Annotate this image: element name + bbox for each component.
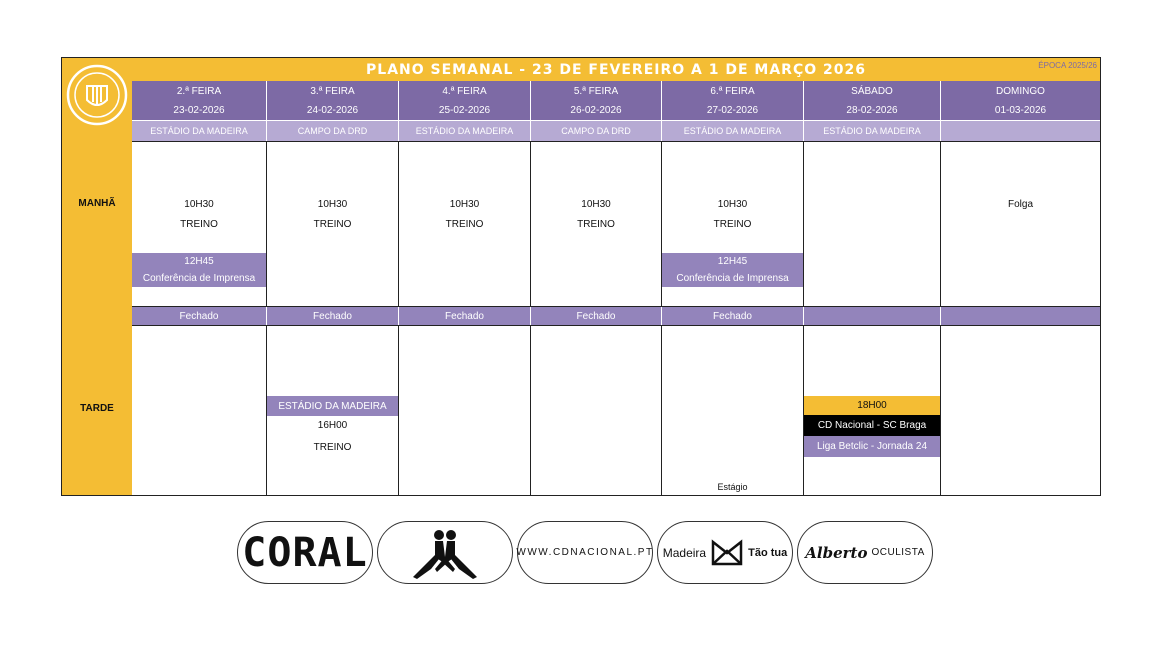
training-label: TREINO <box>577 218 615 230</box>
day-venue: ESTÁDIO DA MADEIRA <box>150 126 248 136</box>
row-divider <box>132 325 1100 326</box>
closed-divider <box>398 307 399 325</box>
training-time: 10H30 <box>184 198 214 210</box>
day-date: 27-02-2026 <box>706 104 759 116</box>
closed-label: Fechado <box>313 310 352 322</box>
header-divider <box>398 81 399 141</box>
day-name: 2.ª FEIRA <box>176 85 222 97</box>
closed-divider <box>530 307 531 325</box>
day-date: 23-02-2026 <box>173 104 225 116</box>
day-venue <box>941 121 1100 141</box>
closed-label: Fechado <box>576 310 616 322</box>
madeira-text: Madeira <box>662 545 707 560</box>
sponsor-alberto[interactable] <box>797 521 933 584</box>
sponsor-website[interactable] <box>517 521 653 584</box>
coral-logo-text: CORAL <box>242 529 368 576</box>
closed-divider <box>661 307 662 325</box>
sponsor-coral[interactable] <box>237 521 373 584</box>
day-date: 28-02-2026 <box>846 104 898 116</box>
header-divider <box>266 81 267 141</box>
press-time: 12H45 <box>717 255 748 267</box>
day-venue: CAMPO DA DRD <box>297 126 368 136</box>
training-time: 10H30 <box>317 198 348 210</box>
training-time: 10H30 <box>449 198 480 210</box>
match-teams: CD Nacional - SC Braga <box>804 415 940 436</box>
website-text: WWW.CDNACIONAL.PT <box>516 547 654 558</box>
training-label: TREINO <box>445 218 484 230</box>
header-divider <box>530 81 531 141</box>
day-date: 26-02-2026 <box>570 104 622 116</box>
club-logo <box>66 64 128 126</box>
sponsor-kappa[interactable] <box>377 521 513 584</box>
closed-label: Fechado <box>713 310 752 322</box>
row-divider <box>132 141 1100 142</box>
afternoon-time: 16H00 <box>317 419 348 431</box>
sponsor-madeira[interactable] <box>657 521 793 584</box>
press-conference-block <box>662 253 803 287</box>
header-divider <box>661 81 662 141</box>
training-label: TREINO <box>313 218 352 230</box>
day-name: 4.ª FEIRA <box>442 85 487 97</box>
training-label: TREINO <box>713 218 752 230</box>
day-header-mon <box>132 82 266 100</box>
closed-divider <box>803 307 804 325</box>
press-conference-block <box>132 253 266 287</box>
afternoon-venue: ESTÁDIO DA MADEIRA <box>267 396 398 416</box>
header-divider <box>803 81 804 141</box>
title-bar <box>132 58 1100 81</box>
afternoon-activity: TREINO <box>313 441 352 453</box>
training-time: 10H30 <box>581 198 611 210</box>
closed-label: Fechado <box>179 310 219 322</box>
day-date: 01-03-2026 <box>994 104 1047 116</box>
day-venue: ESTÁDIO DA MADEIRA <box>823 126 921 136</box>
day-name: DOMINGO <box>996 85 1045 97</box>
closed-label: Fechado <box>445 310 484 322</box>
day-date: 24-02-2026 <box>306 104 359 116</box>
training-camp-label: Estágio <box>717 482 748 492</box>
header-divider <box>132 120 1100 121</box>
day-venue: ESTÁDIO DA MADEIRA <box>415 126 514 136</box>
closed-divider <box>940 307 941 325</box>
day-name: SÁBADO <box>851 85 893 97</box>
day-name: 3.ª FEIRA <box>310 85 355 97</box>
morning-label: MANHÃ <box>78 197 116 209</box>
season-label: ÉPOCA 2025/26 <box>1038 61 1097 70</box>
press-time: 12H45 <box>184 255 214 267</box>
kappa-logo-icon <box>395 525 495 581</box>
alberto-text: Alberto <box>805 543 868 562</box>
training-time: 10H30 <box>717 198 748 210</box>
day-venue: ESTÁDIO DA MADEIRA <box>683 126 782 136</box>
match-time: 18H00 <box>804 396 940 415</box>
press-label: Conferência de Imprensa <box>142 272 256 284</box>
page-title: PLANO SEMANAL - 23 DE FEVEREIRO A 1 DE MARÇO 2026 <box>366 61 866 78</box>
header-divider <box>940 81 941 141</box>
day-name: 6.ª FEIRA <box>710 85 755 97</box>
madeira-logo-icon <box>710 538 744 568</box>
press-label: Conferência de Imprensa <box>676 272 789 284</box>
day-venue: CAMPO DA DRD <box>561 126 631 136</box>
closed-divider <box>266 307 267 325</box>
afternoon-label: TARDE <box>80 402 114 414</box>
match-competition: Liga Betclic - Jornada 24 <box>804 436 940 457</box>
training-label: TREINO <box>180 218 218 230</box>
day-date: 25-02-2026 <box>438 104 491 116</box>
oculista-text: OCULISTA <box>871 547 925 558</box>
madeira-tagline: Tão tua <box>748 546 788 559</box>
day-off-label: Folga <box>1007 198 1033 210</box>
day-name: 5.ª FEIRA <box>573 85 619 97</box>
